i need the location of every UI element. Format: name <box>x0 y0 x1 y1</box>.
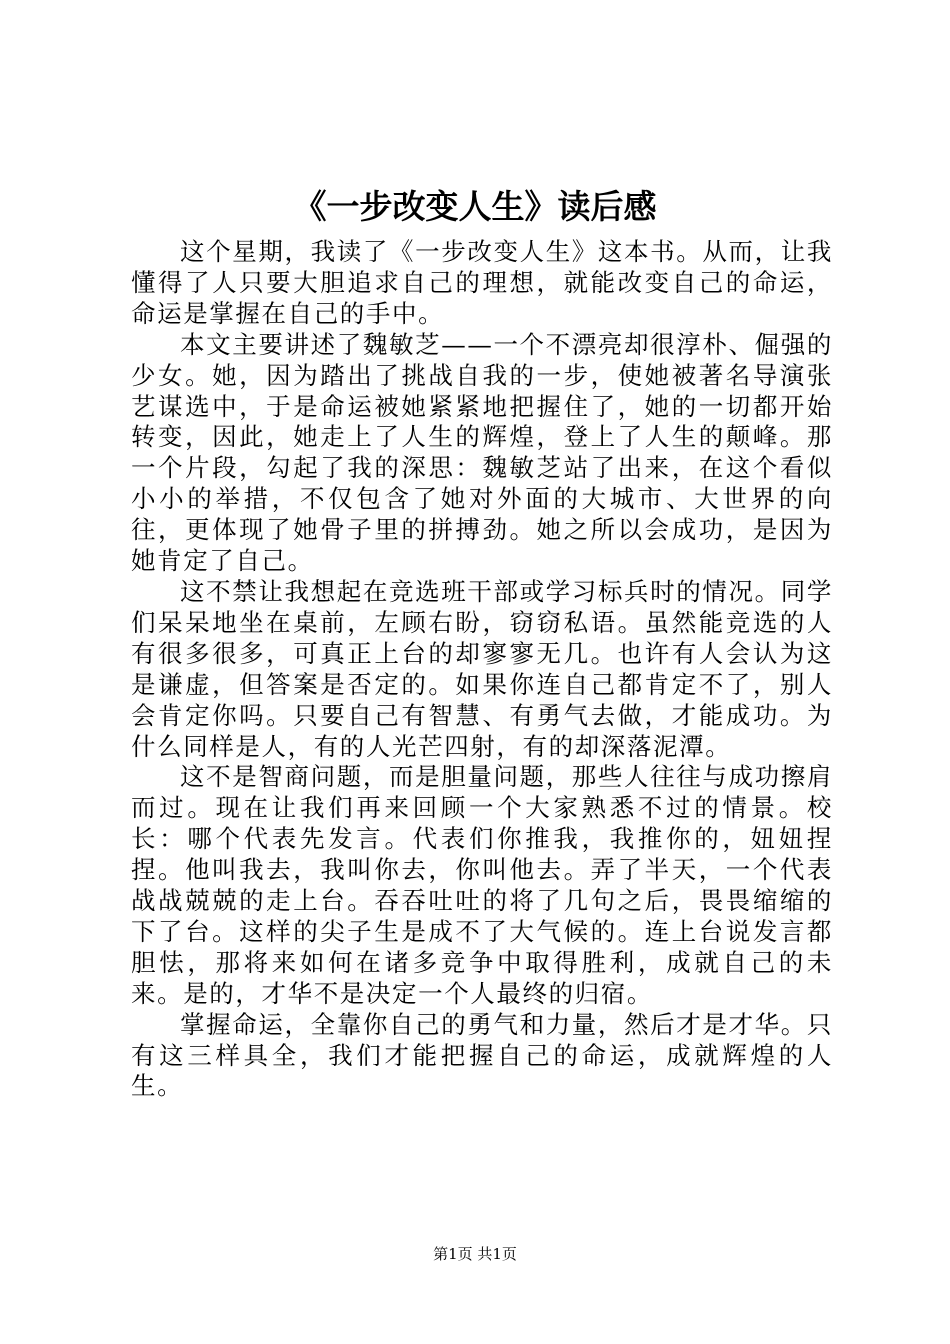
page-footer: 第1页 共1页 <box>433 1245 517 1263</box>
document-body <box>131 237 833 1102</box>
paragraph-2: 本文主要讲述了魏敏芝——一个不漂亮却很淳朴、倔强的少女。她，因为踏出了挑战自我的一步，使她被著名导演张艺谋选中，于是命运被她紧紧地把握住了，她的一切都开始转变，因此，她走上了人生的辉煌，登上了人生的颠峰。那一个片段，勾起了我的深思：魏敏芝站了出来，在这个看似小小的举措，不仅包含了她对外面的大城市、大世界的向往，更体现了她骨子里的拼搏劲。她之所以会成功，是因为她肯定了自己。 <box>131 329 833 576</box>
document-title: 《一步改变人生》读后感 <box>293 187 657 226</box>
paragraph-5: 掌握命运，全靠你自己的勇气和力量，然后才是才华。只有这三样具全，我们才能把握自己的命运，成就辉煌的人生。 <box>131 1009 833 1101</box>
paragraph-3: 这不禁让我想起在竞选班干部或学习标兵时的情况。同学们呆呆地坐在桌前，左顾右盼，窃窃私语。虽然能竞选的人有很多很多，可真正上台的却寥寥无几。也许有人会认为这是谦虚，但答案是否定的。如果你连自己都肯定不了，别人会肯定你吗。只要自己有智慧、有勇气去做，才能成功。为什么同样是人，有的人光芒四射，有的却深落泥潭。 <box>131 576 833 761</box>
paragraph-4: 这不是智商问题，而是胆量问题，那些人往往与成功擦肩而过。现在让我们再来回顾一个大家熟悉不过的情景。校长：哪个代表先发言。代表们你推我，我推你的，妞妞捏捏。他叫我去，我叫你去，你叫他去。弄了半天，一个代表战战兢兢的走上台。吞吞吐吐的将了几句之后，畏畏缩缩的下了台。这样的尖子生是成不了大气候的。连上台说发言都胆怯，那将来如何在诸多竞争中取得胜利，成就自己的未来。是的，才华不是决定一个人最终的归宿。 <box>131 762 833 1008</box>
paragraph-1: 这个星期，我读了《一步改变人生》这本书。从而，让我懂得了人只要大胆追求自己的理想，就能改变自己的命运，命运是掌握在自己的手中。 <box>131 237 833 328</box>
